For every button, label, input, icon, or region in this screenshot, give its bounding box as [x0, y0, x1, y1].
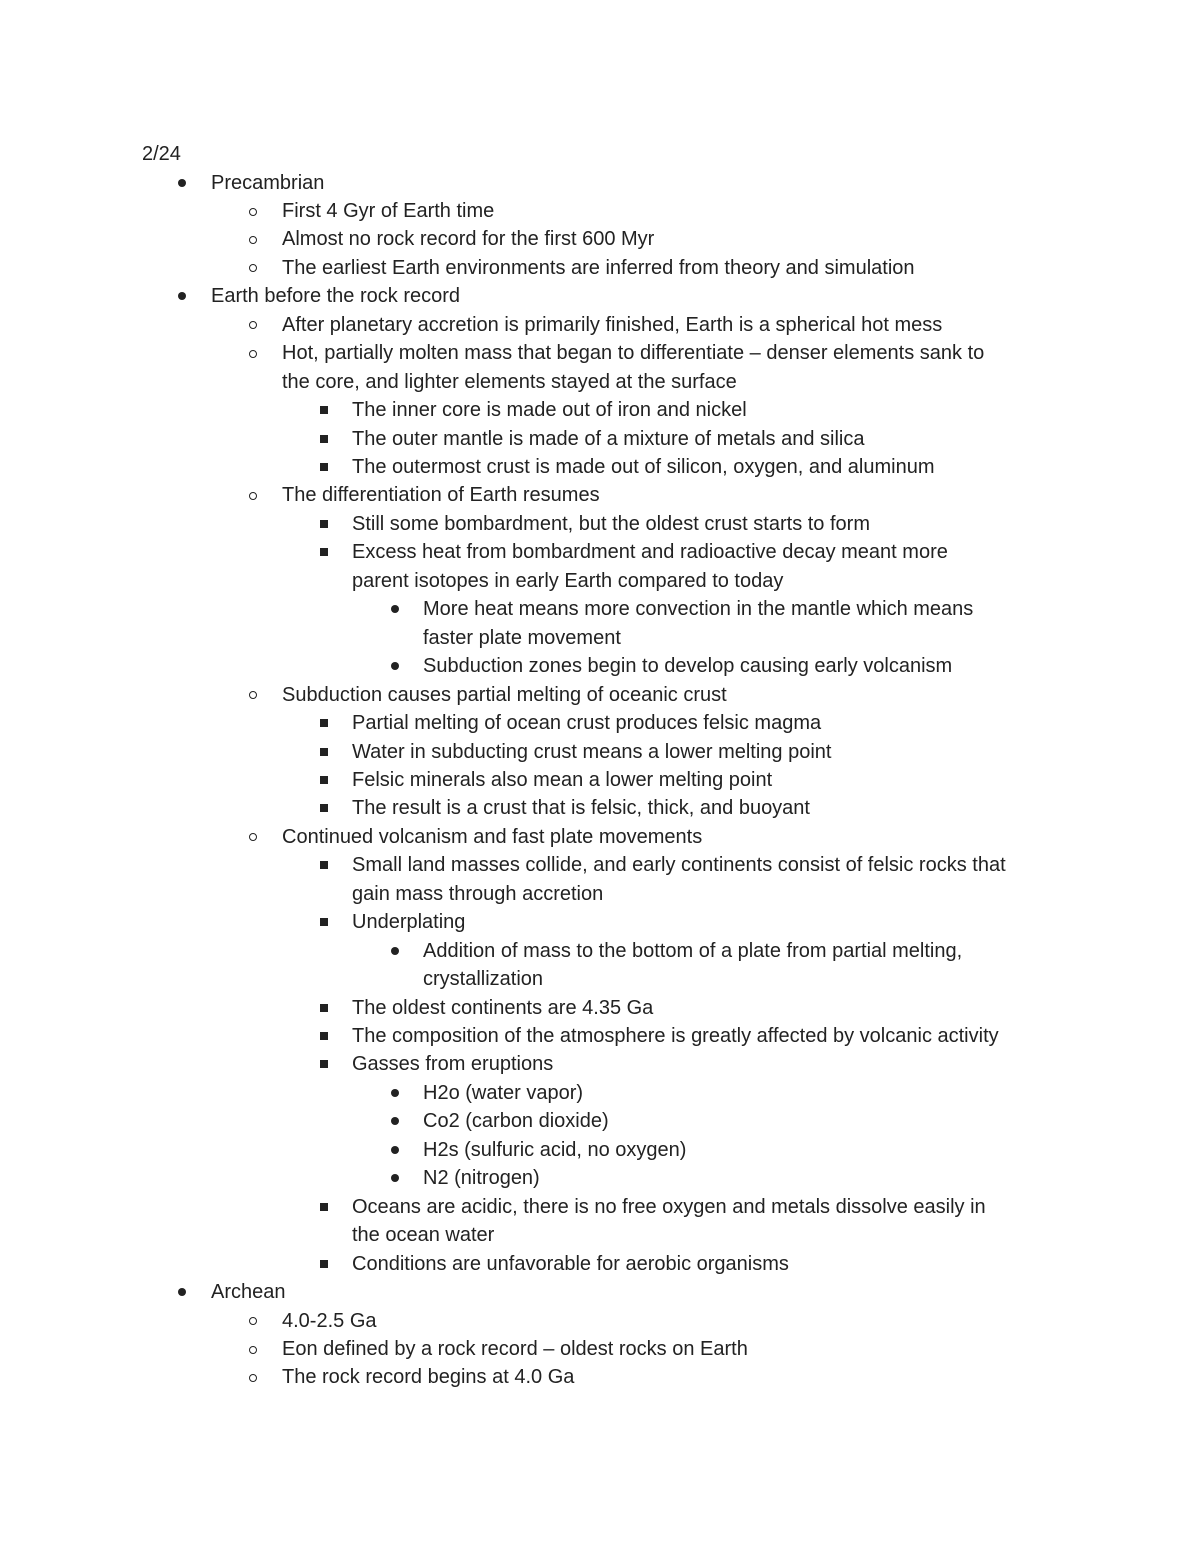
list-item-text: Precambrian	[211, 171, 325, 194]
bullet-hollow-circle-icon	[249, 264, 257, 272]
list-item	[0, 794, 1200, 822]
list-item-text: parent isotopes in early Earth compared to today	[352, 569, 784, 592]
list-item-text: Excess heat from bombardment and radioactive decay meant more	[352, 541, 948, 564]
list-item	[0, 1335, 1200, 1363]
list-item	[0, 908, 1200, 936]
list-item	[0, 595, 1200, 623]
list-item	[0, 425, 1200, 453]
list-item-text: N2 (nitrogen)	[423, 1167, 540, 1190]
list-item-text: H2o (water vapor)	[423, 1081, 584, 1104]
bullet-square-icon	[320, 918, 328, 926]
list-item	[0, 453, 1200, 481]
list-item	[0, 1193, 1200, 1221]
list-item-text: The differentiation of Earth resumes	[282, 484, 600, 507]
bullet-filled-circle-icon	[391, 605, 399, 613]
list-item	[0, 1278, 1200, 1306]
bullet-hollow-circle-icon	[249, 321, 257, 329]
list-item-text: Felsic minerals also mean a lower melting point	[352, 768, 773, 791]
list-item	[0, 311, 1200, 339]
bullet-square-icon	[320, 520, 328, 528]
list-item-text: The earliest Earth environments are inferred from theory and simulation	[282, 256, 915, 279]
bullet-square-icon	[320, 1060, 328, 1068]
list-item-continuation	[0, 567, 1200, 595]
list-item-text: The result is a crust that is felsic, thick, and buoyant	[352, 797, 810, 820]
list-item	[0, 738, 1200, 766]
list-item	[0, 396, 1200, 424]
bullet-hollow-circle-icon	[249, 833, 257, 841]
bullet-square-icon	[320, 463, 328, 471]
list-item	[0, 937, 1200, 965]
list-item	[0, 681, 1200, 709]
bullet-square-icon	[320, 1260, 328, 1268]
list-item	[0, 1107, 1200, 1135]
bullet-hollow-circle-icon	[249, 208, 257, 216]
bullet-hollow-circle-icon	[249, 1374, 257, 1382]
list-item-text: Addition of mass to the bottom of a plate from partial melting,	[423, 939, 963, 962]
list-item-text: faster plate movement	[423, 626, 621, 649]
bullet-filled-circle-icon	[391, 1089, 399, 1097]
list-item	[0, 481, 1200, 509]
list-item-continuation	[0, 880, 1200, 908]
list-item-text: Conditions are unfavorable for aerobic organisms	[352, 1252, 789, 1275]
list-item-text: Still some bombardment, but the oldest crust starts to form	[352, 512, 870, 535]
bullet-filled-circle-icon	[391, 1117, 399, 1125]
bullet-filled-circle-icon	[178, 179, 186, 187]
bullet-square-icon	[320, 435, 328, 443]
list-item-text: After planetary accretion is primarily finished, Earth is a spherical hot mess	[282, 313, 943, 336]
list-item	[0, 766, 1200, 794]
bullet-square-icon	[320, 776, 328, 784]
list-item-text: The rock record begins at 4.0 Ga	[282, 1366, 575, 1389]
list-item	[0, 1250, 1200, 1278]
bullet-filled-circle-icon	[178, 1288, 186, 1296]
list-item	[0, 1307, 1200, 1335]
list-item	[0, 1050, 1200, 1078]
list-item-text: Water in subducting crust means a lower melting point	[352, 740, 832, 763]
list-item-text: Continued volcanism and fast plate movements	[282, 825, 703, 848]
list-item-text: Subduction causes partial melting of oceanic crust	[282, 683, 727, 706]
bullet-square-icon	[320, 1004, 328, 1012]
list-item-continuation	[0, 965, 1200, 993]
bullet-square-icon	[320, 1032, 328, 1040]
list-item-text: More heat means more convection in the mantle which means	[423, 598, 974, 621]
list-item-text: the ocean water	[352, 1224, 495, 1247]
list-item	[0, 994, 1200, 1022]
list-item-text: Oceans are acidic, there is no free oxygen and metals dissolve easily in	[352, 1195, 986, 1218]
list-item	[0, 1136, 1200, 1164]
list-item	[0, 282, 1200, 310]
list-item	[0, 823, 1200, 851]
bullet-square-icon	[320, 804, 328, 812]
list-item-text: The inner core is made out of iron and nickel	[352, 399, 747, 422]
list-item	[0, 1164, 1200, 1192]
list-item-text: crystallization	[423, 968, 544, 991]
list-item-text: Hot, partially molten mass that began to differentiate – denser elements sank to	[282, 342, 985, 365]
list-item-text: The oldest continents are 4.35 Ga	[352, 996, 654, 1019]
bullet-hollow-circle-icon	[249, 1317, 257, 1325]
list-item-text: The composition of the atmosphere is greatly affected by volcanic activity	[352, 1025, 999, 1047]
list-item-text: First 4 Gyr of Earth time	[282, 199, 495, 222]
list-item-text: Eon defined by a rock record – oldest rocks on Earth	[282, 1337, 748, 1360]
list-item	[0, 538, 1200, 566]
bullet-square-icon	[320, 719, 328, 727]
list-item	[0, 197, 1200, 225]
list-item-text: The outer mantle is made of a mixture of metals and silica	[352, 427, 865, 450]
list-item-continuation	[0, 368, 1200, 396]
bullet-square-icon	[320, 861, 328, 869]
bullet-square-icon	[320, 1203, 328, 1211]
list-item-text: The outermost crust is made out of silicon, oxygen, and aluminum	[352, 456, 935, 478]
bullet-hollow-circle-icon	[249, 350, 257, 358]
list-item	[0, 225, 1200, 253]
bullet-filled-circle-icon	[391, 1146, 399, 1154]
bullet-filled-circle-icon	[391, 1174, 399, 1182]
list-item	[0, 709, 1200, 737]
list-item	[0, 254, 1200, 282]
list-item	[0, 1022, 1200, 1050]
bullet-square-icon	[320, 748, 328, 756]
list-item-text: Almost no rock record for the first 600 Myr	[282, 228, 655, 251]
bullet-filled-circle-icon	[391, 662, 399, 670]
list-item-text: Gasses from eruptions	[352, 1053, 554, 1076]
bullet-filled-circle-icon	[178, 292, 186, 300]
list-item	[0, 1363, 1200, 1391]
bullet-hollow-circle-icon	[249, 1346, 257, 1354]
list-item-text: the core, and lighter elements stayed at the surface	[282, 370, 737, 393]
list-item	[0, 652, 1200, 680]
bullet-hollow-circle-icon	[249, 236, 257, 244]
list-item-text: gain mass through accretion	[352, 882, 604, 905]
bullet-square-icon	[320, 548, 328, 556]
list-item-text: Archean	[211, 1281, 286, 1304]
bullet-hollow-circle-icon	[249, 492, 257, 500]
list-item-text: Earth before the rock record	[211, 285, 461, 308]
list-item-text: Small land masses collide, and early continents consist of felsic rocks that	[352, 854, 1006, 877]
list-item	[0, 339, 1200, 367]
list-item-continuation	[0, 1221, 1200, 1249]
bullet-hollow-circle-icon	[249, 691, 257, 699]
list-item-text: Underplating	[352, 911, 466, 934]
bullet-filled-circle-icon	[391, 947, 399, 955]
list-item	[0, 851, 1200, 879]
list-item	[0, 169, 1200, 197]
list-item-text: Co2 (carbon dioxide)	[423, 1110, 609, 1133]
list-item-text: 4.0-2.5 Ga	[282, 1309, 377, 1332]
list-item-continuation	[0, 624, 1200, 652]
date-heading: 2/24	[142, 143, 181, 165]
list-item-text: Subduction zones begin to develop causing early volcanism	[423, 655, 953, 678]
list-item	[0, 510, 1200, 538]
list-item-text: H2s (sulfuric acid, no oxygen)	[423, 1138, 687, 1161]
bullet-square-icon	[320, 406, 328, 414]
list-item-text: Partial melting of ocean crust produces felsic magma	[352, 712, 822, 735]
list-item	[0, 1079, 1200, 1107]
